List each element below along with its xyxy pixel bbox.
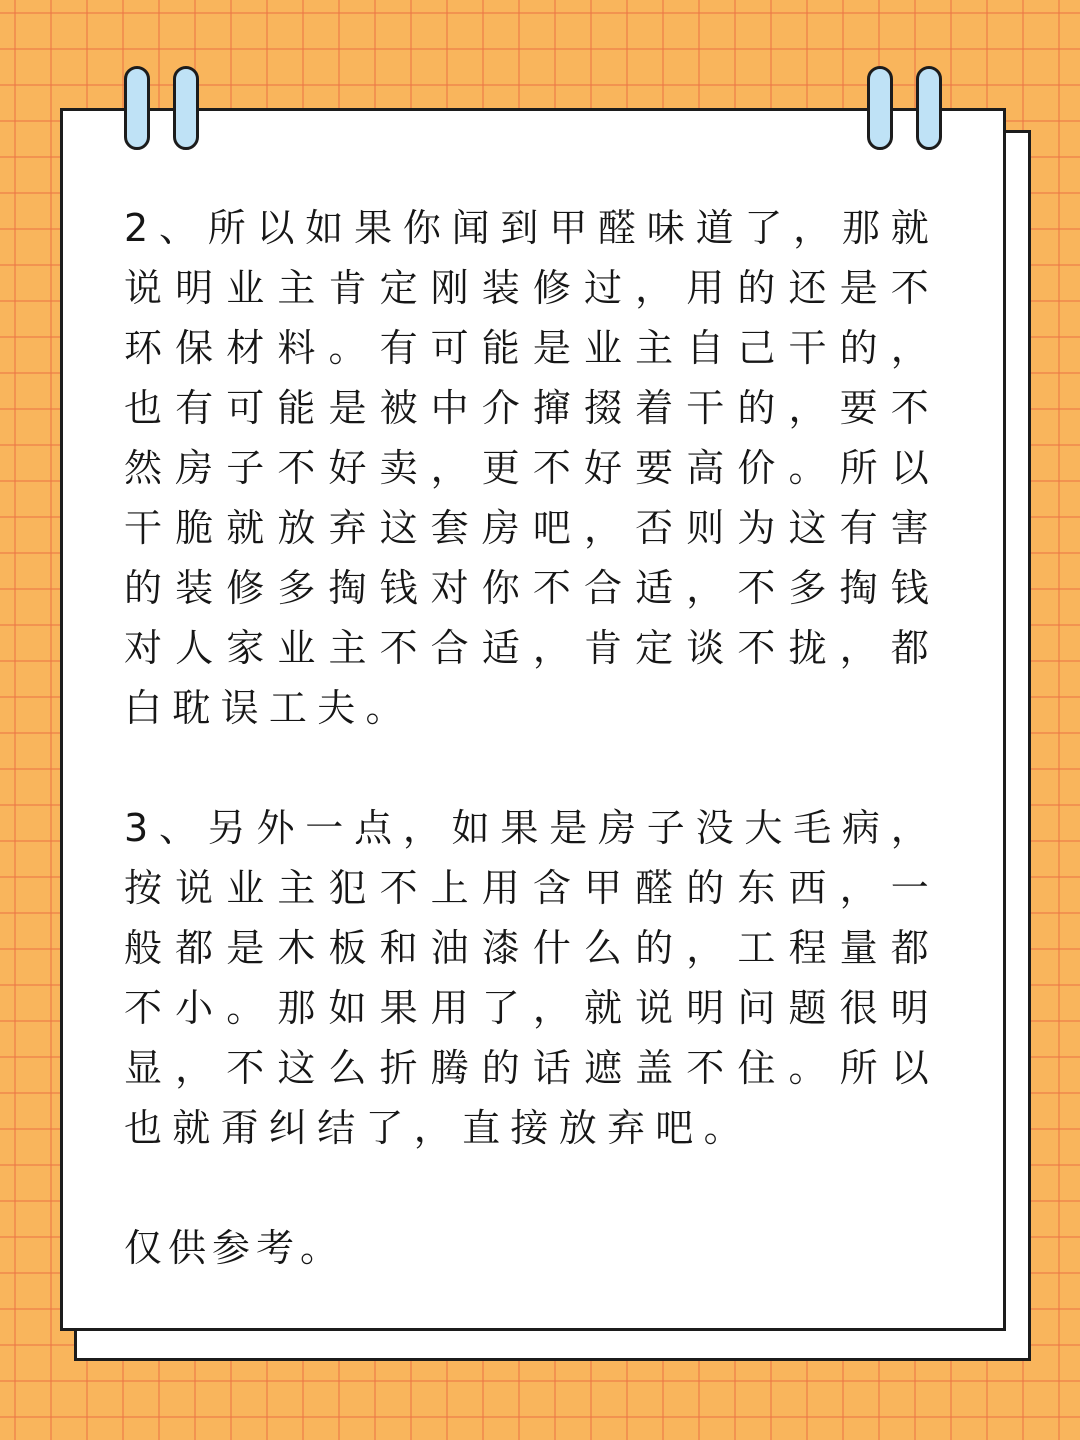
note-content [124,198,939,1278]
closing-remark: 仅供参考。 [124,1226,345,1270]
binder-ring-icon [867,66,893,150]
paragraph-point-2: 2、所以如果你闻到甲醛味道了，那就说明业主肯定刚装修过，用的还是不环保材料。有可能是业主自己干的，也有可能是被中介撺掇着干的，要不然房子不好卖，更不好要高价。所以干脆就放弃这套房吧，否则为这有害的装修多掏钱对你不合适，不多掏钱对人家业主不合适，肯定谈不拢，都白耽误工夫。 [124,206,939,730]
binder-ring-icon [916,66,942,150]
binder-ring-icon [173,66,199,150]
paragraph-point-3: 3、另外一点，如果是房子没大毛病，按说业主犯不上用含甲醛的东西，一般都是木板和油漆什么的，工程量都不小。那如果用了，就说明问题很明显，不这么折腾的话遮盖不住。所以也就甭纠结了，直接放弃吧。 [124,806,939,1150]
binder-ring-icon [124,66,150,150]
